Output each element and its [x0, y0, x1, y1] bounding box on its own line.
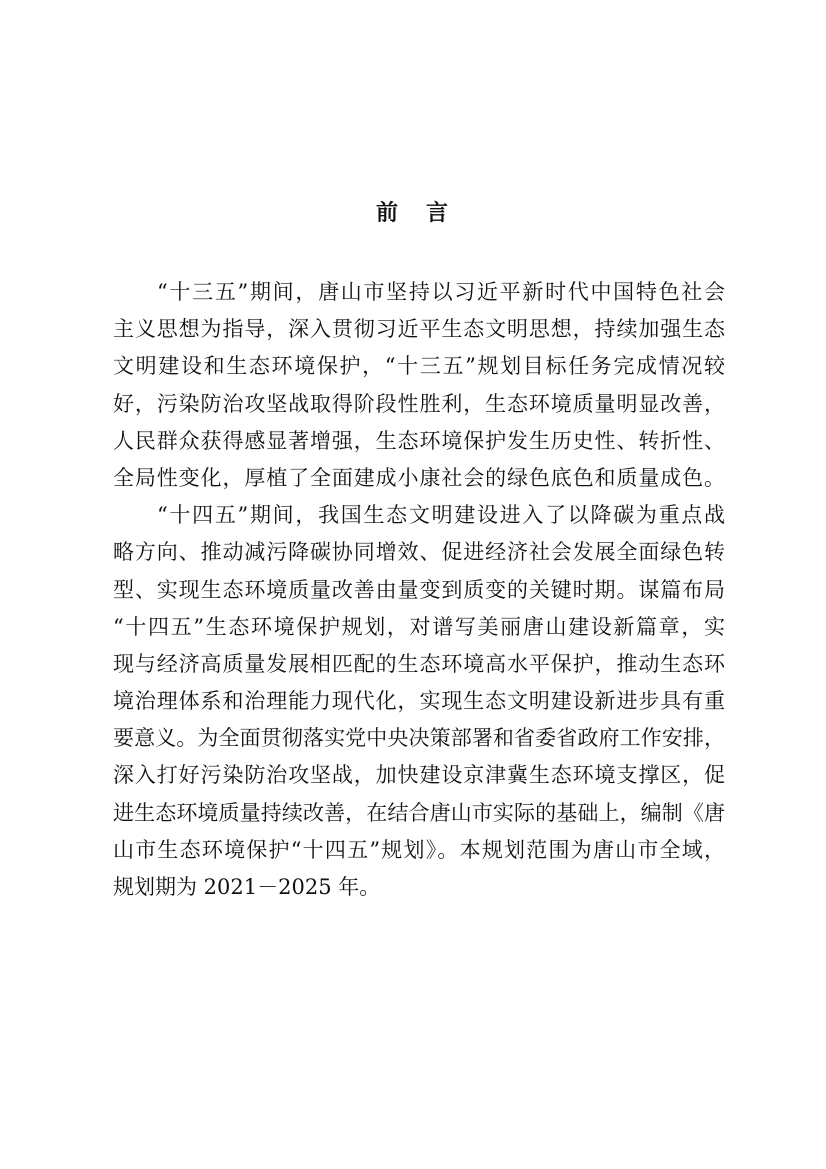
document-body: [113, 274, 725, 906]
text-line: 全局性变化，厚植了全面建成小康社会的绿色底色和质量成色。: [113, 465, 725, 490]
text-line: 现与经济高质量发展相匹配的生态环境高水平保护，推动生态环: [113, 651, 725, 676]
title-char-1: 前: [375, 200, 400, 226]
text-line: 山市生态环境保护“十四五”规划》。本规划范围为唐山市全域，: [113, 837, 725, 862]
text-line: 人民群众获得感显著增强，生态环境保护发生历史性、转折性、: [113, 428, 725, 453]
text-line: 文明建设和生态环境保护，“十三五”规划目标任务完成情况较: [113, 354, 725, 379]
text-line: “十三五”期间，唐山市坚持以习近平新时代中国特色社会: [157, 280, 725, 304]
paragraph-1: [113, 274, 725, 497]
title-char-2: 言: [426, 200, 451, 226]
text-line: 型、实现生态环境质量改善由量变到质变的关键时期。谋篇布局: [113, 577, 725, 602]
text-line: 要意义。为全面贯彻落实党中央决策部署和省委省政府工作安排，: [113, 726, 725, 751]
text-line: “十四五”生态环境保护规划，对谱写美丽唐山建设新篇章，实: [113, 614, 725, 639]
text-line: 境治理体系和治理能力现代化，实现生态文明建设新进步具有重: [113, 689, 725, 714]
text-line: 主义思想为指导，深入贯彻习近平生态文明思想，持续加强生态: [113, 317, 725, 342]
text-line: 略方向、推动减污降碳协同增效、促进经济社会发展全面绿色转: [113, 540, 725, 565]
text-line: 规划期为 2021－2025 年。: [113, 875, 381, 899]
text-line: “十四五”期间，我国生态文明建设进入了以降碳为重点战: [157, 503, 725, 528]
paragraph-2: [113, 497, 725, 906]
text-line: 进生态环境质量持续改善，在结合唐山市实际的基础上，编制《唐: [113, 800, 725, 825]
page-title: [0, 196, 826, 227]
text-line: 深入打好污染防治攻坚战，加快建设京津冀生态环境支撑区，促: [113, 763, 725, 788]
text-line: 好，污染防治攻坚战取得阶段性胜利，生态环境质量明显改善，: [113, 391, 725, 416]
